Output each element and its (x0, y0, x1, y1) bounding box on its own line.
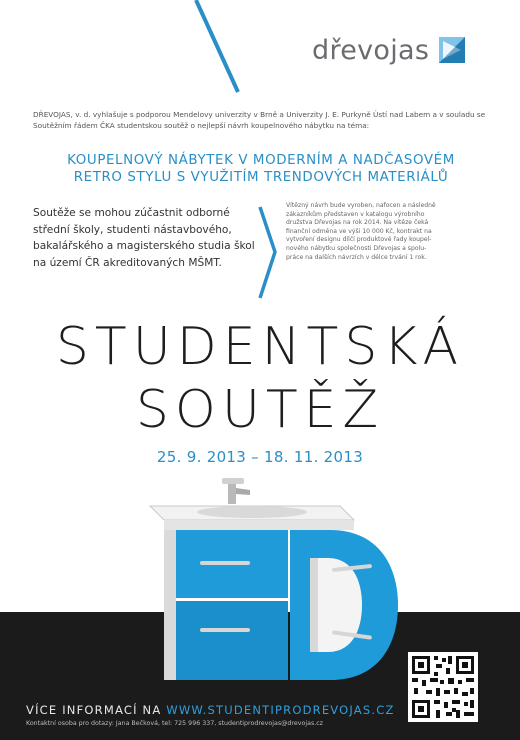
eligibility-line-3: bakalářského a magisterského studia škol (33, 240, 255, 253)
bathroom-cabinet-illustration (140, 468, 400, 688)
prize-line-5: vytvoření designu dílčí produktové řady koupel- (286, 236, 432, 244)
chevron-right-icon (258, 205, 278, 300)
prize-line-2: zákazníkům představen v katalogu výrobního (286, 210, 425, 218)
theme-line-1: KOUPELNOVÝ NÁBYTEK V MODERNÍM A NADČASOVÉM (67, 153, 455, 168)
eligibility-line-2: střední školy, studenti nástavbového, (33, 223, 232, 236)
website-link[interactable]: WWW.STUDENTIPRODREVOJAS.CZ (166, 703, 395, 717)
more-info (26, 703, 395, 717)
prize-line-4: finanční odměna ve výši 10 000 Kč, kontrakt na (286, 227, 432, 235)
logo-text: dřevojas (312, 34, 430, 66)
theme-line-2: RETRO STYLU S VYUŽITÍM TRENDOVÝCH MATERIÁLŮ (73, 170, 449, 185)
eligibility-text (33, 205, 263, 271)
intro-text: DŘEVOJAS, v. d. vyhlašuje s podporou Mendelovy univerzity v Brně a Univerzity J. E. Purkyně Ústí nad Labem a v souladu se Soutěžním řádem ČKA studentskou soutěž o nejlepší návrh koupelnového nábytku na téma: (33, 110, 486, 130)
eligibility-line-4: na území ČR akreditovaných MŠMT. (33, 256, 222, 269)
contact-info: Kontaktní osoba pro dotazy: Jana Bečková, tel: 725 996 337, studentiprodrevojas@drevojas.cz (26, 720, 323, 727)
prize-line-7: práce na dalších návrzích v délce trvání 1 rok. (286, 253, 427, 261)
competition-theme (26, 152, 496, 186)
drevojas-logo-icon (439, 37, 465, 63)
prize-line-1: Vítězný návrh bude vyroben, nafocen a následně (286, 202, 436, 209)
competition-dates: 25. 9. 2013 – 18. 11. 2013 (156, 448, 364, 466)
title-line-1: STUDENTSKÁ (55, 317, 465, 377)
prize-line-6: nového nábytku společnosti Dřevojas a spolu- (286, 244, 427, 252)
decorative-slash (0, 0, 240, 95)
logo[interactable] (312, 30, 465, 70)
title-line-2: SOUTĚŽ (135, 380, 385, 440)
prize-line-3: družstva Dřevojas na rok 2014. Na vítěze čeká (286, 219, 429, 227)
more-info-label: VÍCE INFORMACÍ NA (26, 703, 162, 717)
eligibility-line-1: Soutěže se mohou zúčastnit odborné (33, 207, 230, 219)
qr-code[interactable] (408, 652, 478, 722)
prize-text (286, 202, 476, 262)
